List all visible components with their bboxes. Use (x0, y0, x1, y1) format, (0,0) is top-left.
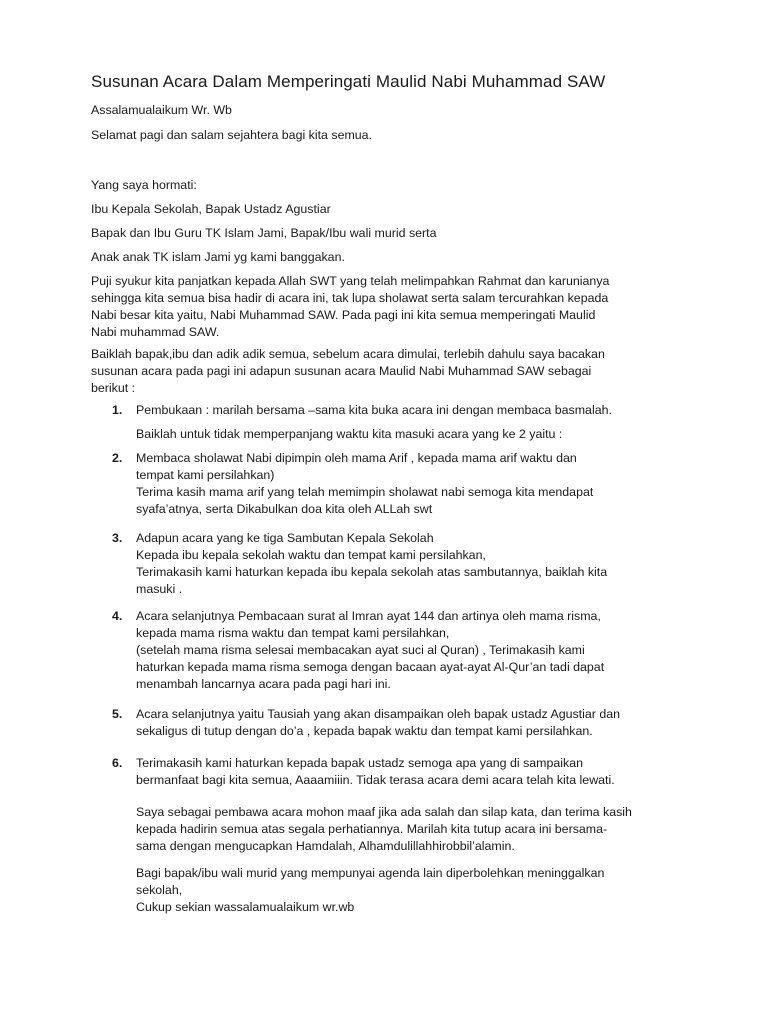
baiklah-paragraph: Baiklah bapak,ibu dan adik adik semua, sebelum acara dimulai, terlebih dahulu saya bacakan susunan acara pada pagi ini adapun susunan acara Maulid Nabi Muhammad SAW sebagai berikut : (91, 347, 605, 395)
honored-guest-1: Ibu Kepala Sekolah, Bapak Ustadz Agustiar (91, 202, 331, 216)
document-title: Susunan Acara Dalam Memperingati Maulid Nabi Muhammad SAW (91, 72, 606, 91)
agenda-number-3: 3. (112, 531, 123, 545)
honored-guest-3: Anak anak TK islam Jami yg kami banggakan. (91, 250, 345, 264)
agenda-number-1: 1. (112, 403, 123, 417)
hormat-heading: Yang saya hormati: (91, 178, 197, 192)
agenda-item-5: Acara selanjutnya yaitu Tausiah yang akan disampaikan oleh bapak ustadz Agustiar dan sekaligus di tutup dengan do’a , kepada bapak waktu dan tempat kami persilahkan. (136, 707, 621, 738)
agenda-item-1: Pembukaan : marilah bersama –sama kita buka acara ini dengan membaca basmalah. (136, 403, 612, 417)
agenda-number-5: 5. (112, 707, 123, 721)
agenda-item-2: Membaca sholawat Nabi dipimpin oleh mama Arif , kepada mama arif waktu dan tempat kami persilahkan) Terima kasih mama arif yang telah memimpin sholawat nabi semoga kita mendapat syafa’atnya, serta Dikabulkan doa kita oleh ALLah swt (136, 451, 594, 516)
greeting: Assalamualaikum Wr. Wb (91, 103, 232, 117)
salam-paragraph: Selamat pagi dan salam sejahtera bagi kita semua. (91, 128, 373, 142)
puji-syukur-paragraph: Puji syukur kita panjatkan kepada Allah SWT yang telah melimpahkan Rahmat dan karunianya sehingga kita semua bisa hadir di acara ini, tak lupa sholawat serta salam tercurahkan kepada Nabi besar kita yaitu, Nabi Muhammad SAW. Pada pagi ini kita semua memperingati Maulid Nabi muhammad SAW. (91, 274, 610, 339)
agenda-item-1-note: Baiklah untuk tidak memperpanjang waktu kita masuki acara yang ke 2 yaitu : (136, 427, 563, 441)
agenda-item-6: Terimakasih kami haturkan kepada bapak ustadz semoga apa yang di sampaikan bermanfaat bagi kita semua, Aaaamiiin. Tidak terasa acara demi acara telah kita lewati. (136, 756, 615, 787)
closing-paragraph-1: Saya sebagai pembawa acara mohon maaf jika ada salah dan silap kata, dan terima kasih kepada hadirin semua atas segala perhatiannya. Marilah kita tutup acara ini bersama- sama dengan mengucapkan Hamdalah, Alhamdulillahhirobbil’alamin. (136, 805, 632, 853)
agenda-number-2: 2. (112, 451, 123, 465)
agenda-number-4: 4. (112, 609, 123, 623)
honored-guest-2: Bapak dan Ibu Guru TK Islam Jami, Bapak/Ibu wali murid serta (91, 226, 437, 240)
closing-paragraph-2: Bagi bapak/ibu wali murid yang mempunyai agenda lain diperbolehkan meninggalkan sekolah, Cukup sekian wassalamualaikum wr.wb (136, 866, 605, 914)
agenda-item-3: Adapun acara yang ke tiga Sambutan Kepala Sekolah Kepada ibu kepala sekolah waktu dan tempat kami persilahkan, Terimakasih kami haturkan kepada ibu kepala sekolah atas sambutannya, baiklah kita masuki . (136, 531, 608, 596)
agenda-number-6: 6. (112, 756, 123, 770)
agenda-item-4: Acara selanjutnya Pembacaan surat al Imran ayat 144 dan artinya oleh mama risma, kepada mama risma waktu dan tempat kami persilahkan, (setelah mama risma selesai membacakan ayat suci al Quran) , Terimakasih kami haturkan kepada mama risma semoga dengan bacaan ayat-ayat Al-Qur’an tadi dapat menambah lancarnya acara pada pagi hari ini. (136, 609, 605, 691)
